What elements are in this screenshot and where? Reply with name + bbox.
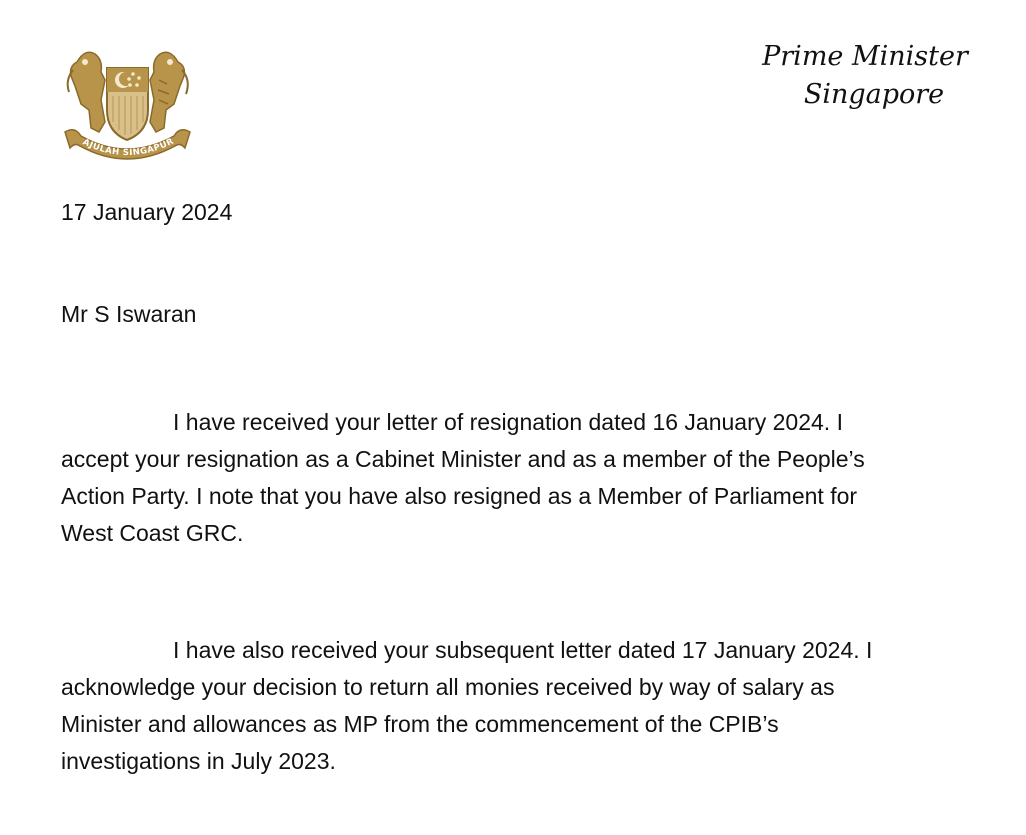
paragraph-line: Action Party. I note that you have also resigned as a Member of Parliament for — [61, 483, 858, 509]
coat-of-arms-icon — [55, 40, 200, 165]
paragraph-line: West Coast GRC. — [61, 520, 244, 546]
paragraph-line: investigations in July 2023. — [61, 748, 336, 774]
letterhead-title: Prime Minister — [762, 41, 968, 72]
paragraph-resignation — [61, 404, 981, 552]
crest-motto: AJULAH SINGAPUR — [81, 136, 176, 159]
paragraph-line: Minister and allowances as MP from the commencement of the CPIB’s — [61, 711, 779, 737]
paragraph-monies-returned — [61, 632, 981, 780]
paragraph-line: accept your resignation as a Cabinet Minister and as a member of the People’s — [61, 446, 865, 472]
paragraph-line: I have received your letter of resignation dated 16 January 2024. I — [173, 409, 843, 435]
paragraph-line: acknowledge your decision to return all monies received by way of salary as — [61, 674, 835, 700]
paragraph-line: I have also received your subsequent letter dated 17 January 2024. I — [173, 637, 873, 663]
letterhead — [730, 38, 1000, 114]
letterhead-country: Singapore — [803, 79, 945, 110]
letter-recipient: Mr S Iswaran — [61, 301, 197, 327]
letter-date: 17 January 2024 — [61, 199, 233, 225]
